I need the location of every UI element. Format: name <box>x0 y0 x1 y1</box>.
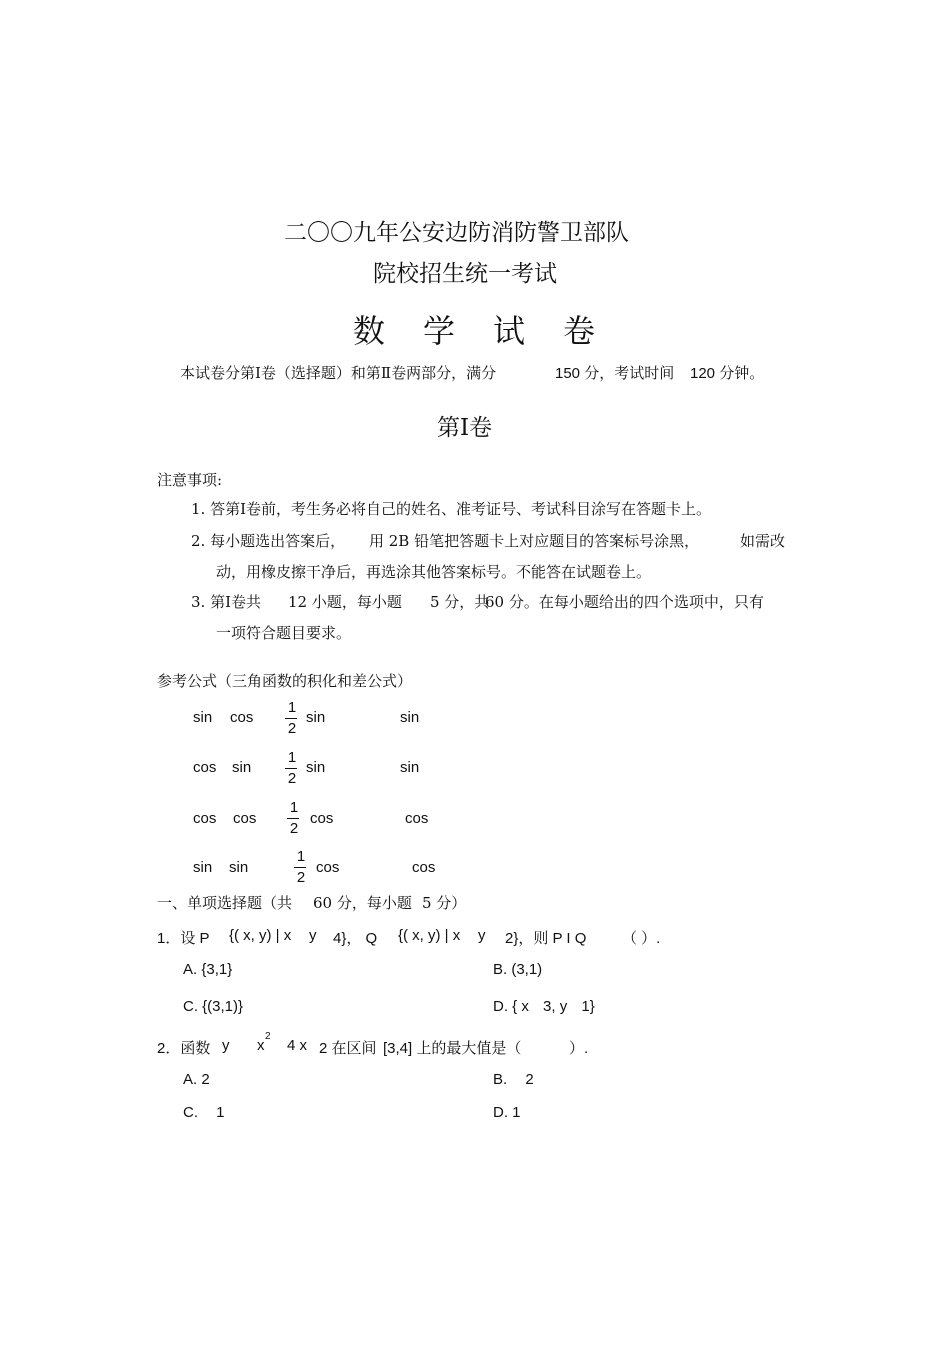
q1-stem-a: 1．设 P <box>157 930 210 947</box>
title-line-2: 院校招生统一考试 <box>373 261 557 287</box>
fraction-denominator: 2 <box>287 720 297 737</box>
formula-1-term-c: sin <box>306 709 326 726</box>
note-item-3e: 一项符合题目要求。 <box>216 624 352 642</box>
fraction-denominator: 2 <box>289 820 299 837</box>
note-item-2a: 2. 每小题选出答案后， <box>191 532 346 550</box>
section-1-a: 一、单项选择题（共 <box>157 894 293 912</box>
q2-stem-c: x <box>257 1037 265 1054</box>
q2-option-b[interactable] <box>493 1071 534 1088</box>
formula-4-fraction <box>294 849 308 886</box>
q2-superscript: 2 <box>265 1031 271 1042</box>
formula-1-fraction <box>285 700 299 737</box>
formula-2-term-d: sin <box>400 759 420 776</box>
q1-stem-g: 2}，则 P I Q <box>505 930 587 947</box>
formula-2-term-b: sin <box>232 759 252 776</box>
note-item-2c: 如需改 <box>740 532 786 550</box>
q2-stem-f: [3,4] 上的最大值是（ <box>383 1040 522 1057</box>
q1-option-b[interactable]: B. (3,1) <box>493 961 543 978</box>
fraction-bar <box>285 768 297 769</box>
fraction-bar <box>285 718 297 719</box>
formula-3-term-a: cos <box>193 810 217 827</box>
title-line-1: 二〇〇九年公安边防消防警卫部队 <box>284 220 629 246</box>
q1-option-c[interactable]: C. {(3,1)} <box>183 998 244 1015</box>
formula-1-term-b: cos <box>230 709 254 726</box>
formula-3-term-b: cos <box>233 810 257 827</box>
formula-3-term-d: cos <box>405 810 429 827</box>
q2-option-b-value: 2 <box>525 1071 534 1088</box>
q1-stem-c: y <box>309 927 317 944</box>
q2-option-c-value: 1 <box>216 1104 225 1121</box>
note-item-3b: 12 小题，每小题 <box>288 593 402 611</box>
q2-stem-d: 4 x <box>287 1037 308 1054</box>
q1-option-d-part-c: 1} <box>581 998 595 1015</box>
q1-stem-h: （ ）. <box>622 930 661 947</box>
fraction-numerator: 1 <box>296 848 306 865</box>
main-title-char-3: 试 <box>493 312 526 350</box>
formula-1-term-d: sin <box>400 709 420 726</box>
note-item-1: 1. 答第Ⅰ卷前，考生务必将自己的姓名、准考证号、考试科目涂写在答题卡上。 <box>191 500 712 518</box>
fraction-bar <box>287 818 299 819</box>
q2-stem-a: 2．函数 <box>157 1040 211 1057</box>
note-item-3a: 3. 第Ⅰ卷共 <box>191 593 262 611</box>
q2-option-a[interactable]: A. 2 <box>183 1071 210 1088</box>
q1-stem-f: y <box>478 927 486 944</box>
formula-2-fraction <box>285 750 299 787</box>
formula-1-term-a: sin <box>193 709 213 726</box>
q1-stem-b: {( x, y) | x <box>229 927 292 944</box>
fraction-denominator: 2 <box>296 869 306 886</box>
note-item-2b: 用 2B 铅笔把答题卡上对应题目的答案标号涂黑， <box>369 532 700 550</box>
fraction-numerator: 1 <box>287 699 297 716</box>
volume-title: 第Ⅰ卷 <box>437 415 493 441</box>
formula-2-term-a: cos <box>193 759 217 776</box>
note-item-3c: 5 分，共 <box>430 593 490 611</box>
formula-4-term-d: cos <box>412 859 436 876</box>
q2-stem-e: 2 在区间 <box>319 1040 377 1057</box>
fraction-bar <box>294 867 306 868</box>
formula-2-term-c: sin <box>306 759 326 776</box>
intro-part-a: 本试卷分第Ⅰ卷（选择题）和第Ⅱ卷两部分，满分 <box>180 364 497 382</box>
formula-4-term-b: sin <box>229 859 249 876</box>
section-1-c: 5 分） <box>422 894 467 912</box>
main-title-char-1: 数 <box>353 312 386 350</box>
note-item-3d: 60 分。在每小题给出的四个选项中，只有 <box>485 593 764 611</box>
section-1-b: 60 分，每小题 <box>313 894 412 912</box>
q1-option-d-part-b: 3, y <box>543 998 568 1015</box>
q2-option-c[interactable] <box>183 1104 225 1121</box>
formula-3-term-c: cos <box>310 810 334 827</box>
intro-part-b: 150 分，考试时间 <box>555 365 675 382</box>
intro-part-c: 120 分钟。 <box>690 365 765 382</box>
q2-stem-g: ）. <box>569 1040 589 1057</box>
formula-3-fraction <box>287 800 301 837</box>
q1-stem-d: 4}， Q <box>333 930 378 947</box>
main-title-char-4: 卷 <box>563 312 596 350</box>
fraction-numerator: 1 <box>287 749 297 766</box>
q1-stem-e: {( x, y) | x <box>398 927 461 944</box>
note-item-2d: 动，用橡皮擦干净后，再选涂其他答案标号。不能答在试题卷上。 <box>216 563 652 581</box>
q2-stem-b: y <box>222 1037 230 1054</box>
q2-option-b-letter: B. <box>493 1071 508 1088</box>
fraction-denominator: 2 <box>287 770 297 787</box>
q1-option-d[interactable] <box>493 998 595 1015</box>
main-title-char-2: 学 <box>423 312 456 350</box>
q1-option-a[interactable]: A. {3,1} <box>183 961 233 978</box>
formula-heading: 参考公式（三角函数的积化和差公式） <box>157 672 413 690</box>
q2-option-c-letter: C. <box>183 1104 198 1121</box>
q2-option-d[interactable]: D. 1 <box>493 1104 521 1121</box>
q1-option-d-part-a: D. { x <box>493 998 529 1015</box>
notes-heading: 注意事项: <box>157 471 223 489</box>
formula-4-term-a: sin <box>193 859 213 876</box>
fraction-numerator: 1 <box>289 799 299 816</box>
formula-4-term-c: cos <box>316 859 340 876</box>
